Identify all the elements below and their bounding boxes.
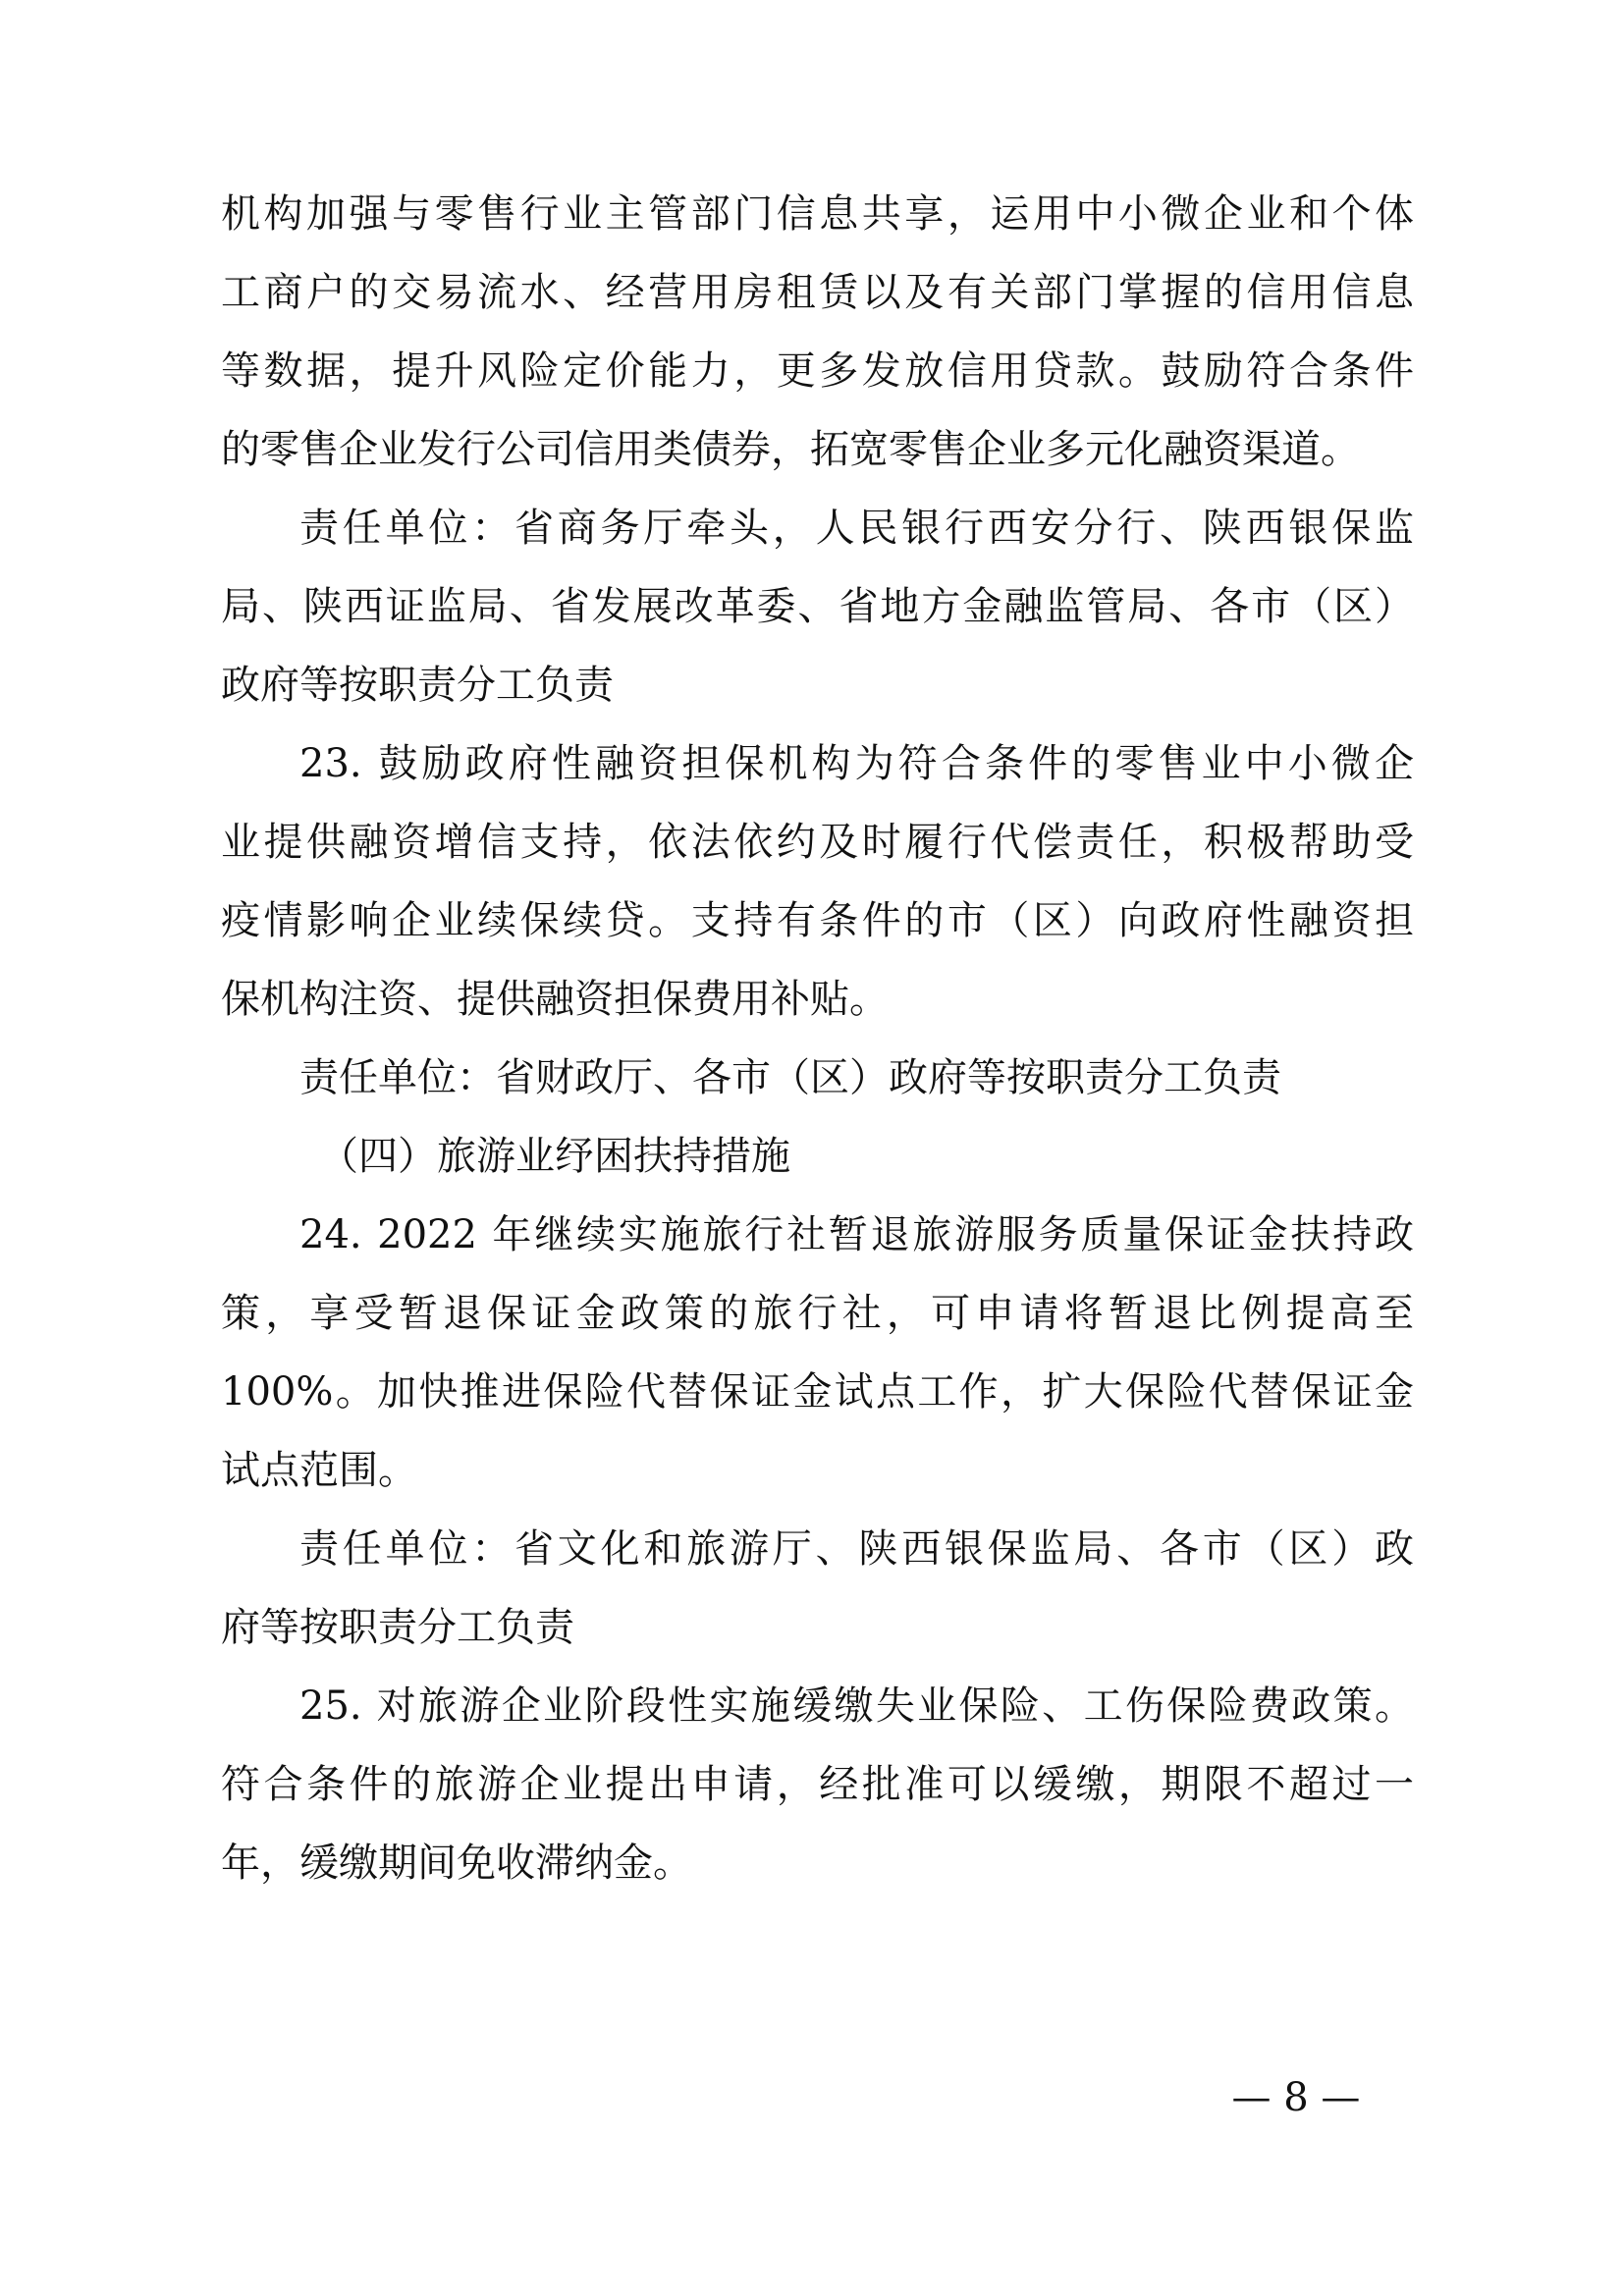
responsibility-line-6: 府等按职责分工负责 [221,1605,574,1650]
item-25-line-2: 符合条件的旅游企业提出申请，经批准可以缓缴，期限不超过一 [221,1762,1414,1807]
text-line-4: 的零售企业发行公司信用类债券，拓宽零售企业多元化融资渠道。 [221,427,1360,472]
item-23-line-3: 疫情影响企业续保续贷。支持有条件的市（区）向政府性融资担 [221,898,1414,943]
responsibility-line-1: 责任单位：省商务厅牵头，人民银行西安分行、陕西银保监 [299,506,1414,551]
item-24-line-2: 策，享受暂退保证金政策的旅行社，可申请将暂退比例提高至 [221,1291,1414,1336]
responsibility-line-2: 局、陕西证监局、省发展改革委、省地方金融监管局、各市（区） [221,584,1414,629]
item-25-line-1: 25. 对旅游企业阶段性实施缓缴失业保险、工伤保险费政策。 [299,1683,1414,1729]
responsibility-line-5: 责任单位：省文化和旅游厅、陕西银保监局、各市（区）政 [299,1526,1414,1572]
text-line-3: 等数据，提升风险定价能力，更多发放信用贷款。鼓励符合条件 [221,348,1414,394]
item-23-line-2: 业提供融资增信支持，依法依约及时履行代偿责任，积极帮助受 [221,820,1414,865]
text-line-1: 机构加强与零售行业主管部门信息共享，运用中小微企业和个体 [221,191,1414,237]
page-number: — 8 — [1231,2075,1361,2120]
section-heading: （四）旅游业纾困扶持措施 [319,1134,790,1179]
item-23-line-1: 23. 鼓励政府性融资担保机构为符合条件的零售业中小微企 [299,741,1414,786]
responsibility-line-3: 政府等按职责分工负责 [221,663,614,708]
text-line-2: 工商户的交易流水、经营用房租赁以及有关部门掌握的信用信息 [221,270,1414,315]
item-24-line-1: 24. 2022 年继续实施旅行社暂退旅游服务质量保证金扶持政 [299,1212,1414,1257]
item-23-line-4: 保机构注资、提供融资担保费用补贴。 [221,977,889,1022]
item-25-line-3: 年，缓缴期间免收滞纳金。 [221,1841,692,1886]
item-24-line-4: 试点范围。 [221,1448,417,1493]
responsibility-line-4: 责任单位：省财政厅、各市（区）政府等按职责分工负责 [299,1055,1281,1100]
item-24-line-3: 100%。加快推进保险代替保证金试点工作，扩大保险代替保证金 [221,1369,1414,1415]
